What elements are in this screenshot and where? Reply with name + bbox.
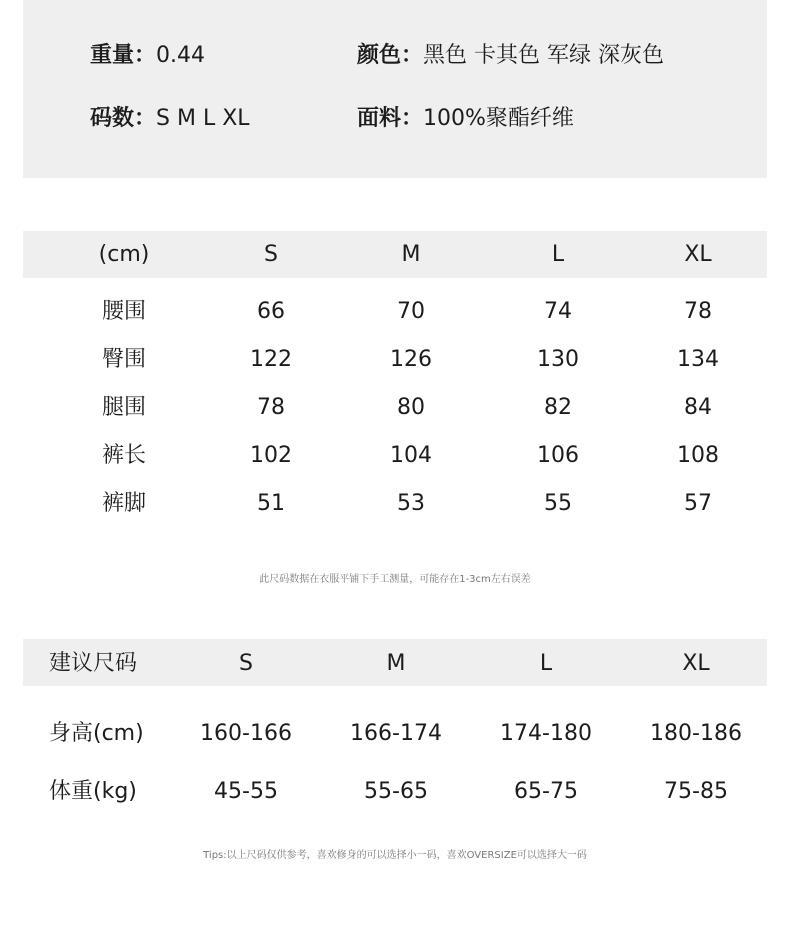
weight-label: 重量： <box>90 43 157 68</box>
recommend-cell: 55-65 <box>364 779 428 804</box>
colors-label: 颜色： <box>357 43 424 68</box>
measure-cell: 70 <box>397 299 425 324</box>
measure-row-label: 裤脚 <box>101 491 146 516</box>
recommend-cell: 160-166 <box>200 721 292 746</box>
measure-row-label: 腰围 <box>101 299 146 324</box>
recommend-header-m: M <box>386 651 406 676</box>
measure-cell: 126 <box>390 347 432 372</box>
sizes-value: S M L XL <box>156 106 250 131</box>
sizes-field <box>90 104 250 134</box>
measure-cell: 51 <box>257 491 285 516</box>
measure-row-label: 腿围 <box>101 395 146 420</box>
measure-cell: 130 <box>537 347 579 372</box>
measure-cell: 78 <box>684 299 712 324</box>
recommend-header-s: S <box>239 651 253 676</box>
measure-row-label: 裤长 <box>101 443 146 468</box>
recommend-header-xl: XL <box>682 651 710 676</box>
measure-cell: 102 <box>250 443 292 468</box>
colors-value: 黑色 卡其色 军绿 深灰色 <box>423 43 664 68</box>
fabric-label: 面料： <box>357 106 424 131</box>
weight-field <box>90 41 205 71</box>
recommend-row-label: 体重(kg) <box>49 779 137 804</box>
weight-value: 0.44 <box>156 43 205 68</box>
recommend-cell: 45-55 <box>214 779 278 804</box>
fabric-value: 100%聚酯纤维 <box>423 106 574 131</box>
recommend-cell: 174-180 <box>500 721 592 746</box>
recommend-cell: 75-85 <box>664 779 728 804</box>
measure-cell: 74 <box>544 299 572 324</box>
measure-cell: 104 <box>390 443 432 468</box>
measure-cell: 134 <box>677 347 719 372</box>
measure-cell: 106 <box>537 443 579 468</box>
measure-header-l: L <box>551 242 565 267</box>
measure-cell: 66 <box>257 299 285 324</box>
measure-header-s: S <box>264 242 278 267</box>
measure-cell: 55 <box>544 491 572 516</box>
measure-cell: 108 <box>677 443 719 468</box>
recommend-cell: 166-174 <box>350 721 442 746</box>
measure-cell: 80 <box>397 395 425 420</box>
sizes-label: 码数： <box>90 106 157 131</box>
measure-cell: 122 <box>250 347 292 372</box>
measure-cell: 78 <box>257 395 285 420</box>
recommend-cell: 180-186 <box>650 721 742 746</box>
measure-header-m: M <box>401 242 421 267</box>
fabric-field <box>357 104 574 134</box>
measurement-disclaimer: 此尺码数据在衣服平铺下手工测量，可能存在1-3cm左右误差 <box>259 574 531 585</box>
recommend-row-label: 身高(cm) <box>49 721 144 746</box>
measure-header-unit: (cm) <box>98 242 150 267</box>
measure-row-label: 臀围 <box>101 347 146 372</box>
recommend-header-label: 建议尺码 <box>49 651 138 676</box>
colors-field <box>357 41 664 71</box>
measure-header-xl: XL <box>684 242 712 267</box>
recommend-cell: 65-75 <box>514 779 578 804</box>
measure-cell: 82 <box>544 395 572 420</box>
product-info-panel <box>23 0 767 178</box>
measure-cell: 57 <box>684 491 712 516</box>
measure-cell: 84 <box>684 395 712 420</box>
measure-cell: 53 <box>397 491 425 516</box>
recommend-header-l: L <box>539 651 553 676</box>
size-tips: Tips:以上尺码仅供参考，喜欢修身的可以选择小一码，喜欢OVERSIZE可以选择大一码 <box>203 850 587 861</box>
